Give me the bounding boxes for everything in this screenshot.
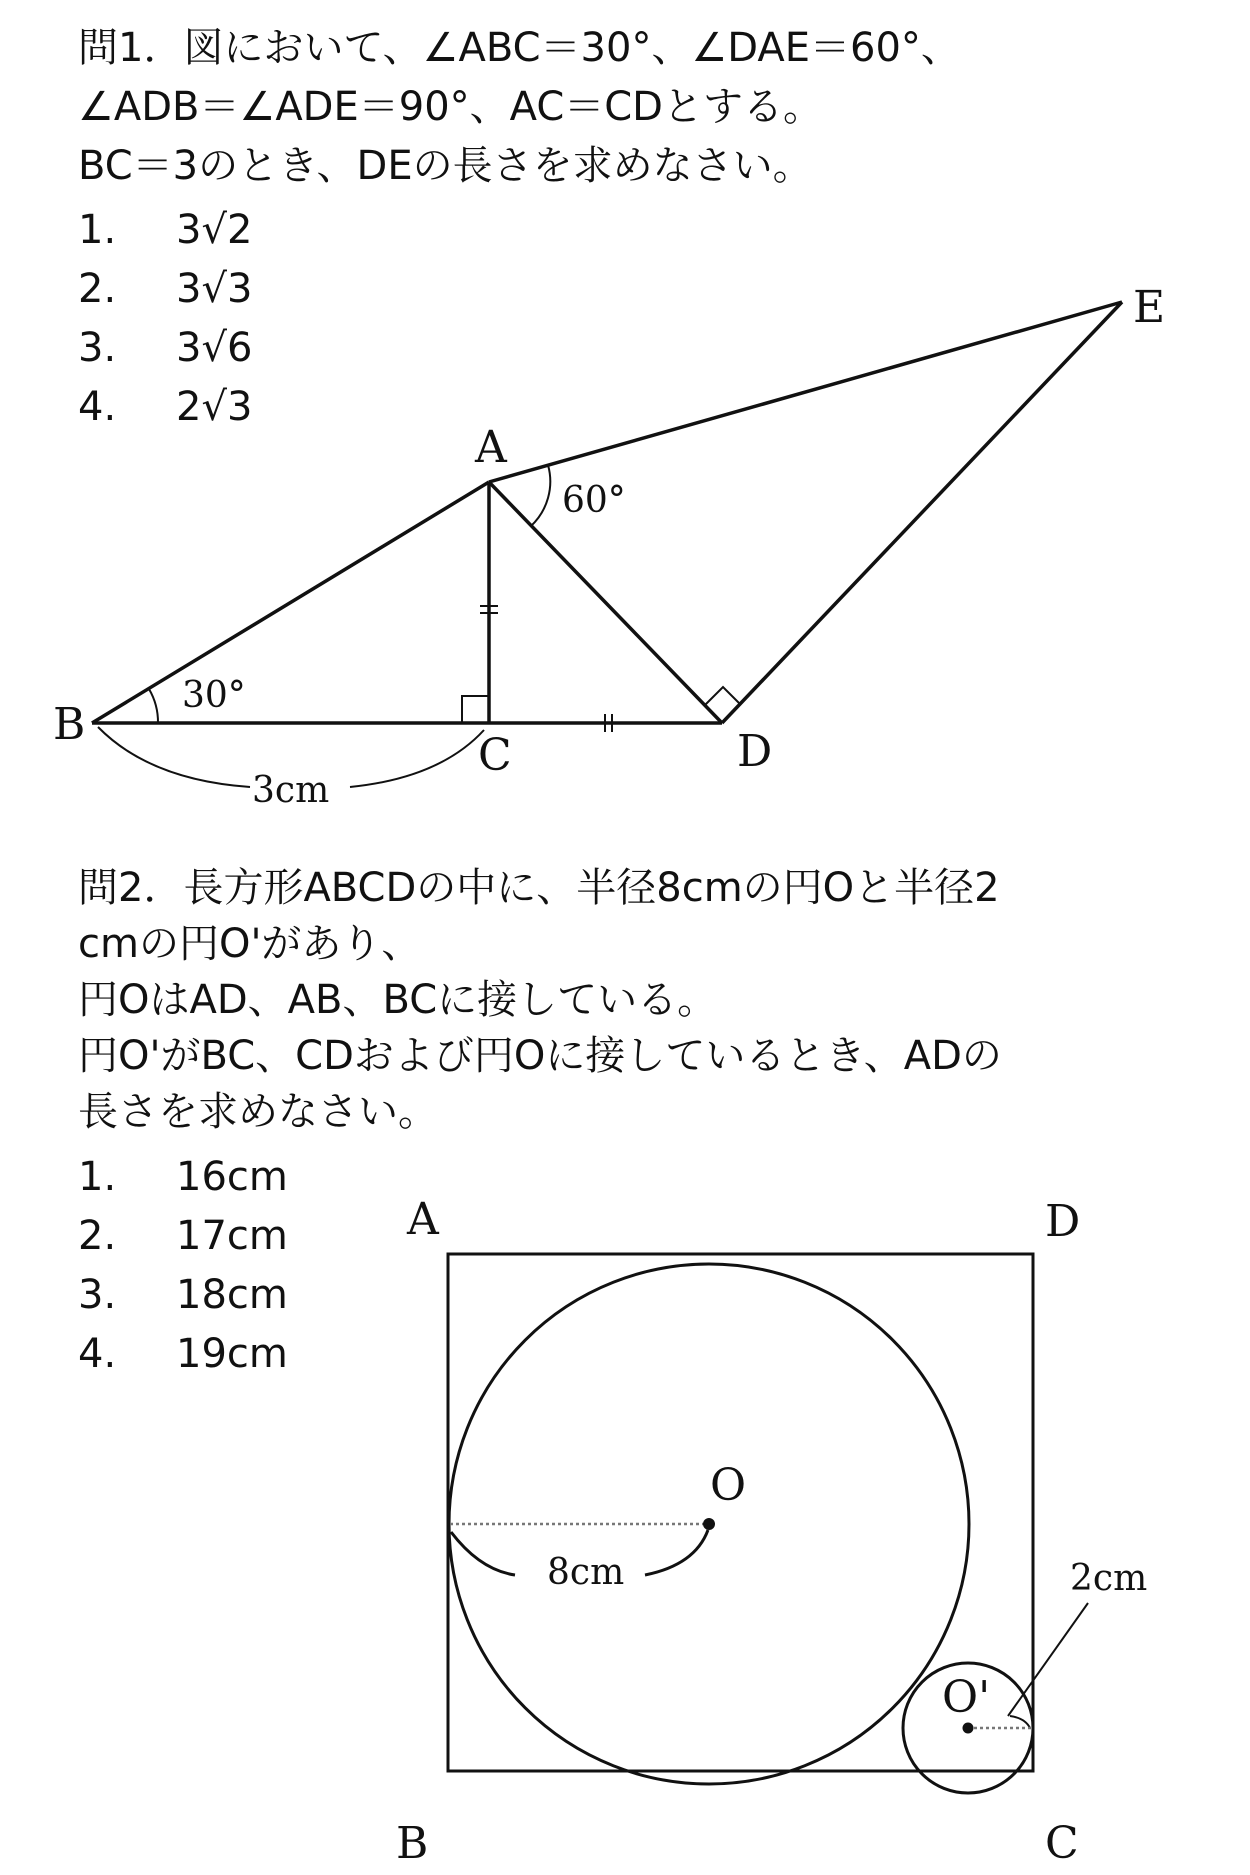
center-o-label: O (710, 1460, 747, 1511)
radius-o2-leader (1008, 1603, 1088, 1716)
question-2-line-5: 長さを求めなさい。 (78, 1089, 438, 1135)
option-text: 2√3 (176, 384, 253, 430)
option-item[interactable] (78, 1207, 288, 1266)
option-text: 18cm (176, 1272, 288, 1318)
bc-length-arc (98, 727, 250, 787)
segment-ae (489, 302, 1122, 482)
segment-de (722, 302, 1122, 723)
center-o-dot (703, 1518, 715, 1530)
radius-o-label: 8cm (547, 1552, 625, 1593)
corner-c-label: C (1045, 1818, 1079, 1869)
option-number: 2. (78, 1213, 117, 1259)
angle-abc-label: 30° (182, 675, 246, 716)
option-text: 16cm (176, 1154, 288, 1200)
option-number: 4. (78, 1331, 117, 1377)
question-1-line-2: ∠ADB＝∠ADE＝90°、AC＝CDとする。 (78, 84, 823, 130)
corner-a-label: A (407, 1194, 439, 1245)
option-text: 3√6 (176, 325, 253, 371)
option-number: 2. (78, 266, 117, 312)
option-number: 1. (78, 207, 117, 253)
question-1-line-1: 問1．図において、∠ABC＝30°、∠DAE＝60°、 (78, 25, 961, 71)
question-1-line-3: BC＝3のとき、DEの長さを求めなさい。 (78, 143, 813, 189)
point-b-label: B (53, 699, 86, 750)
radius-o-arc (451, 1532, 515, 1575)
question-2-line-3: 円OはAD、AB、BCに接している。 (78, 977, 718, 1023)
circle-o (449, 1264, 969, 1784)
right-angle-mark-c (462, 696, 489, 723)
bc-length-arc (350, 730, 484, 787)
point-e-label: E (1133, 282, 1166, 333)
question-2-line-4: 円O'がBC、CDおよび円Oに接しているとき、ADの (78, 1033, 1002, 1079)
point-c-label: C (478, 730, 512, 781)
option-item[interactable] (78, 1325, 288, 1384)
option-number: 3. (78, 1272, 117, 1318)
option-text: 3√3 (176, 266, 253, 312)
radius-o2-label: 2cm (1070, 1558, 1148, 1599)
corner-b-label: B (396, 1818, 429, 1869)
radius-o2-arc (1010, 1716, 1030, 1728)
bc-length-label: 3cm (252, 770, 330, 811)
option-number: 3. (78, 325, 117, 371)
option-text: 3√2 (176, 207, 253, 253)
point-a-label: A (475, 422, 507, 473)
option-text: 19cm (176, 1331, 288, 1377)
radius-o-arc (645, 1530, 708, 1575)
center-o-prime-dot (963, 1723, 974, 1734)
option-item[interactable] (78, 1266, 288, 1325)
question-1-figure (0, 0, 1250, 830)
circle-o-prime (903, 1663, 1033, 1793)
option-item[interactable] (78, 1148, 288, 1207)
segment-ab (92, 482, 489, 723)
angle-arc-a (531, 465, 550, 526)
question-2-line-1: 問2．長方形ABCDの中に、半径8cmの円Oと半径2 (78, 865, 1000, 911)
option-text: 17cm (176, 1213, 288, 1259)
option-number: 1. (78, 1154, 117, 1200)
option-number: 4. (78, 384, 117, 430)
corner-d-label: D (1045, 1196, 1081, 1247)
right-angle-mark-d (705, 687, 740, 705)
question-2-options (78, 1148, 288, 1384)
center-o-prime-label: O' (942, 1672, 991, 1723)
point-d-label: D (737, 726, 773, 777)
rectangle-abcd (448, 1254, 1033, 1771)
question-2-line-2: cmの円O'があり、 (78, 921, 422, 967)
angle-arc-b (149, 689, 158, 723)
angle-dae-label: 60° (562, 480, 626, 521)
